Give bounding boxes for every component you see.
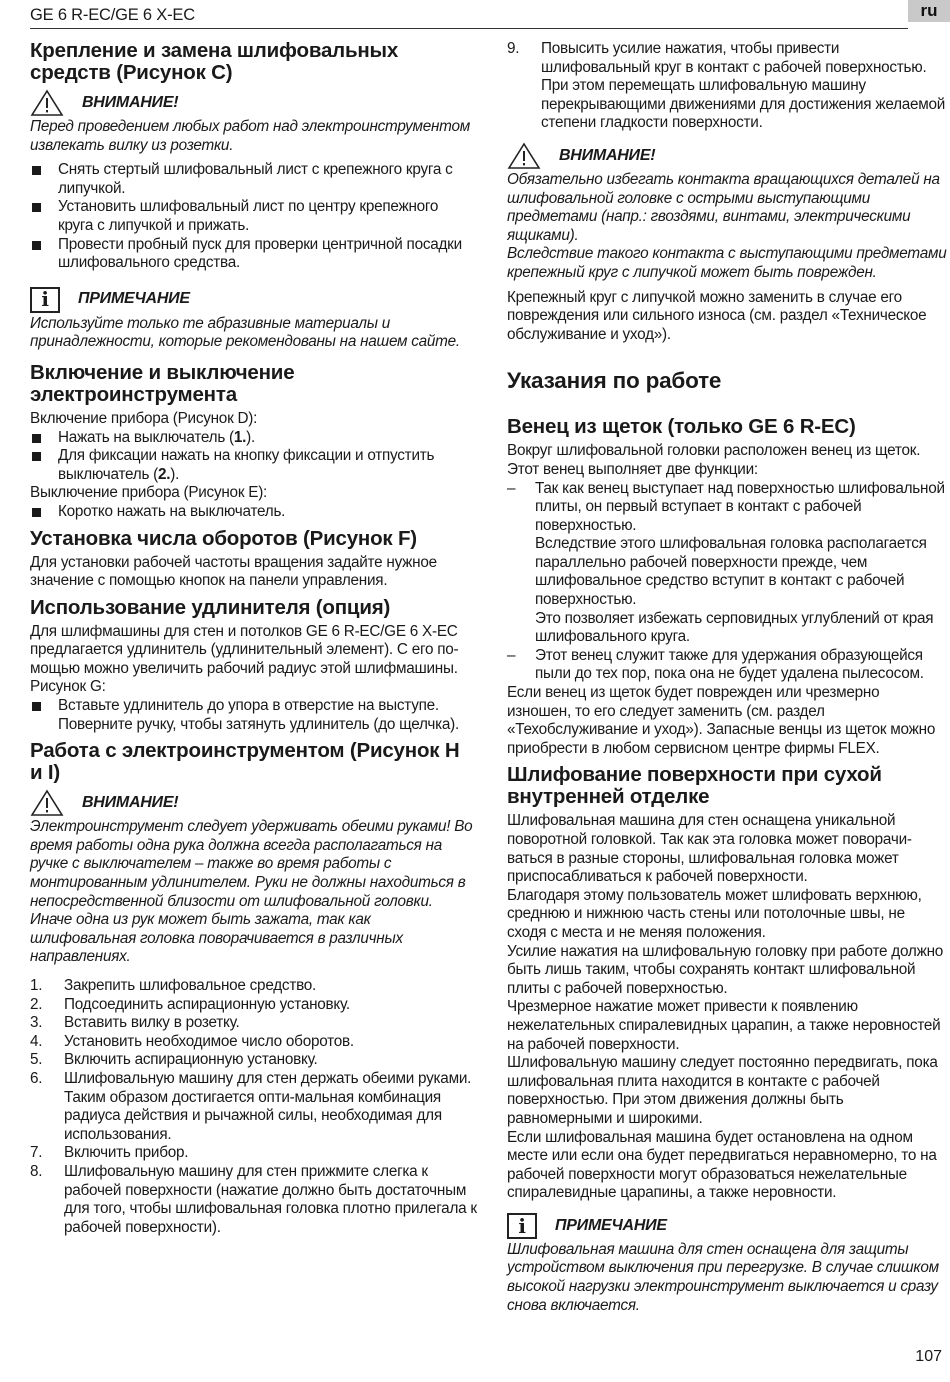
figure-reference: Рисунок G: <box>30 678 106 696</box>
bullet-list <box>30 697 477 734</box>
paragraph: Вокруг шлифовальной головки расположен венец из щеток. Этот венец выполняет две функции: <box>507 442 921 478</box>
list-item: 3. Вставить вилку в розетку. <box>30 1014 240 1032</box>
list-item: 2. Подсоединить аспирационную установку. <box>30 995 350 1013</box>
bullet-list <box>30 503 477 522</box>
model-title: GE 6 R-EC/GE 6 X-EC <box>30 6 195 24</box>
warning-label: ВНИМАНИЕ! <box>82 793 179 811</box>
list-item: Вставьте удлинитель до упора в отверстие на выступе. Поверните ручку, чтобы затянуть удлинитель (до щелчка). <box>30 697 477 734</box>
section-title-extension: Использование удлинителя (опция) <box>30 595 391 619</box>
section-title-brush-ring: Венец из щеток (только GE 6 R-EC) <box>507 415 856 439</box>
paragraph: Крепежный круг с липучкой можно заменить в случае его повреждения или сильного износа (см. раздел «Техническое обслуживание и уход»). <box>507 288 927 343</box>
section-title-speed: Установка числа оборотов (Рисунок F) <box>30 526 417 550</box>
note-label: ПРИМЕЧАНИЕ <box>555 1216 667 1234</box>
warning-label: ВНИМАНИЕ! <box>82 93 179 111</box>
list-item: Снять стертый шлифовальный лист с крепежного круга с липучкой. <box>30 161 477 198</box>
list-item: – Этот венец служит также для удержания образующейся пыли до тех пор, пока она не будет удалена пылесосом. <box>507 647 947 684</box>
bullet-list <box>30 429 477 485</box>
list-item: Провести пробный пуск для проверки центричной посадки шлифовального средства. <box>30 236 477 273</box>
list-item: Коротко нажать на выключатель. <box>30 503 477 522</box>
paragraph: Шлифовальная машина для стен оснащена уникальной поворотной головкой. Так как эта головка может поворачиваться в разные стороны, шлифовальная головка может приспосабливаться к рабочей поверхности. <box>507 812 912 886</box>
section-title-dry-sanding: Шлифование поверхности при сухой внутренней отделке <box>507 763 882 809</box>
warning-triangle-icon <box>507 142 541 170</box>
note-text: Используйте только те абразивные материалы и принадлежности, которые рекомендованы на нашем сайте. <box>30 314 460 351</box>
warning-text: Перед проведением любых работ над электроинструментом извлекать вилку из розетки. <box>30 118 470 154</box>
list-item: Для фиксации нажать на кнопку фиксации и отпустить выключатель (2.). <box>30 447 477 484</box>
warning-block-header <box>30 788 477 818</box>
numbered-list <box>30 977 477 1237</box>
warning-text: Обязательно избегать контакта вращающихся деталей на шлифовальной головке с острыми выступающими предметами (напр.: гвоздями, винтами, электрическими ящиками). <box>507 170 940 244</box>
paragraph: Чрезмерное нажатие может привести к появлению нежелательных спиралевидных царапин, а также неровностей на рабочей поверхности. <box>507 998 941 1053</box>
warning-text: Электроинструмент следует удерживать обеими руками! Во время работы одна рука должна всегда располагаться на ручке с выключателем – также во время работы с монтированным удлинителем. Руки не должны находиться в непосредственной близости от шлифовальной головки. Иначе одна из рук может быть зажата, так как шлифовальная головка поворачивается в различных направлениях. <box>30 818 473 966</box>
paragraph: Если шлифовальная машина будет остановлена на одном месте или если она будет передвигаться неравномерно, то на рабочей поверхности могут образоваться нежелательные спиралевидные царапины, а также неровности. <box>507 1128 937 1202</box>
bullet-list <box>30 161 477 273</box>
note-label: ПРИМЕЧАНИЕ <box>78 290 190 308</box>
header-divider <box>30 28 908 29</box>
list-item: Установить шлифовальный лист по центру крепежного круга с липучкой и прижать. <box>30 198 477 235</box>
section-title-switching: Включение и выключение электроинструмента <box>30 360 295 406</box>
list-item: 1. Закрепить шлифовальное средство. <box>30 977 317 994</box>
list-item: 8. Шлифовальную машину для стен прижмите слегка к рабочей поверхности (нажатие должно быть достаточным для того, чтобы шлифовальная головка плотно прилегала к рабочей поверхности). <box>30 1162 477 1236</box>
language-badge: ru <box>908 0 950 22</box>
paragraph: Усилие нажатия на шлифовальную головку при работе должно быть лишь таким, чтобы сохранять контакт шлифовальной плиты с рабочей поверхностью. <box>507 942 944 997</box>
paragraph: Шлифовальную машину следует постоянно передвигать, пока шлифовальная плита находится в контакте с рабочей поверхностью. При этом движения должны быть равномерными и широкими. <box>507 1054 938 1127</box>
info-icon: i <box>30 287 60 313</box>
paragraph: Для установки рабочей частоты вращения задайте нужное значение с помощью кнопок на панели управления. <box>30 553 437 590</box>
switch-off-label: Выключение прибора (Рисунок E): <box>30 484 268 502</box>
section-title-work-tips: Указания по работе <box>507 368 722 394</box>
page-number: 107 <box>915 1348 942 1365</box>
section-title-mounting: Крепление и замена шлифовальных средств (Рисунок C) <box>30 39 399 84</box>
paragraph: Если венец из щеток будет поврежден или чрезмерно изношен, то его следует заменить (см. раздел «Техобслуживание и уход»). Запасные венцы из щеток можно приобрести в любом сервисном центре фирмы FLEX. <box>507 684 936 757</box>
numbered-list <box>507 40 947 133</box>
list-item: 4. Установить необходимое число оборотов. <box>30 1032 354 1050</box>
warning-label: ВНИМАНИЕ! <box>559 146 656 164</box>
list-item: 7. Включить прибор. <box>30 1144 189 1162</box>
switch-on-label: Включение прибора (Рисунок D): <box>30 409 258 427</box>
info-icon: i <box>507 1213 537 1239</box>
paragraph: Для шлифмашины для стен и потолков GE 6 R-EC/GE 6 X-EC предлагается удлинитель (удлинительный элемент). С его помощью можно увеличить рабочий радиус этой шлифмашины. <box>30 622 459 677</box>
warning-block-header <box>30 88 477 118</box>
right-column <box>507 40 947 1315</box>
note-block-header <box>507 1211 947 1241</box>
note-block-header <box>30 285 477 315</box>
left-column <box>30 40 477 1237</box>
list-item: Нажать на выключатель (1.). <box>30 429 477 448</box>
warning-text: Вследствие такого контакта с выступающими предметами крепежный круг с липучкой может быть поврежден. <box>507 245 947 281</box>
warning-triangle-icon <box>30 89 64 117</box>
dash-list <box>507 480 947 685</box>
list-item: – Так как венец выступает над поверхностью шлифовальной плиты, он первый вступает в контакт с рабочей поверхностью. Вследствие этого шлифовальная головка располагается параллельно рабочей поверхности прежде, чем шлифовальное средство вступит в контакт с рабочей поверхностью. Это позволяет избежать серповидных углублений от края шлифовального круга. <box>507 480 947 647</box>
note-text: Шлифовальная машина для стен оснащена для защиты устройством выключения при перегрузке. В случае слишком высокой нагрузки электроинструмент выключается и сразу снова включается. <box>507 1240 939 1314</box>
warning-block-header <box>507 141 947 171</box>
warning-triangle-icon <box>30 789 64 817</box>
list-item: 5. Включить аспирационную установку. <box>30 1051 318 1069</box>
section-title-operation: Работа с электроинструментом (Рисунок H и I) <box>30 739 460 785</box>
paragraph: Благодаря этому пользователь может шлифовать верхнюю, среднюю и нижнюю часть стены или потолочные швы, не сходя с места и не меняя положения. <box>507 886 922 941</box>
list-item: 6. Шлифовальную машину для стен держать обеими руками. Таким образом достигается опти-мальная комбинация радиуса действия и рычажной силы, необходимая для использования. <box>30 1069 472 1143</box>
list-item: 9. Повысить усилие нажатия, чтобы привести шлифовальный круг в контакт с рабочей поверхностью. При этом перемещать шлифовальную машину перекрывающими движениями для достижения желаемой степени гладкости поверхности. <box>507 40 946 132</box>
